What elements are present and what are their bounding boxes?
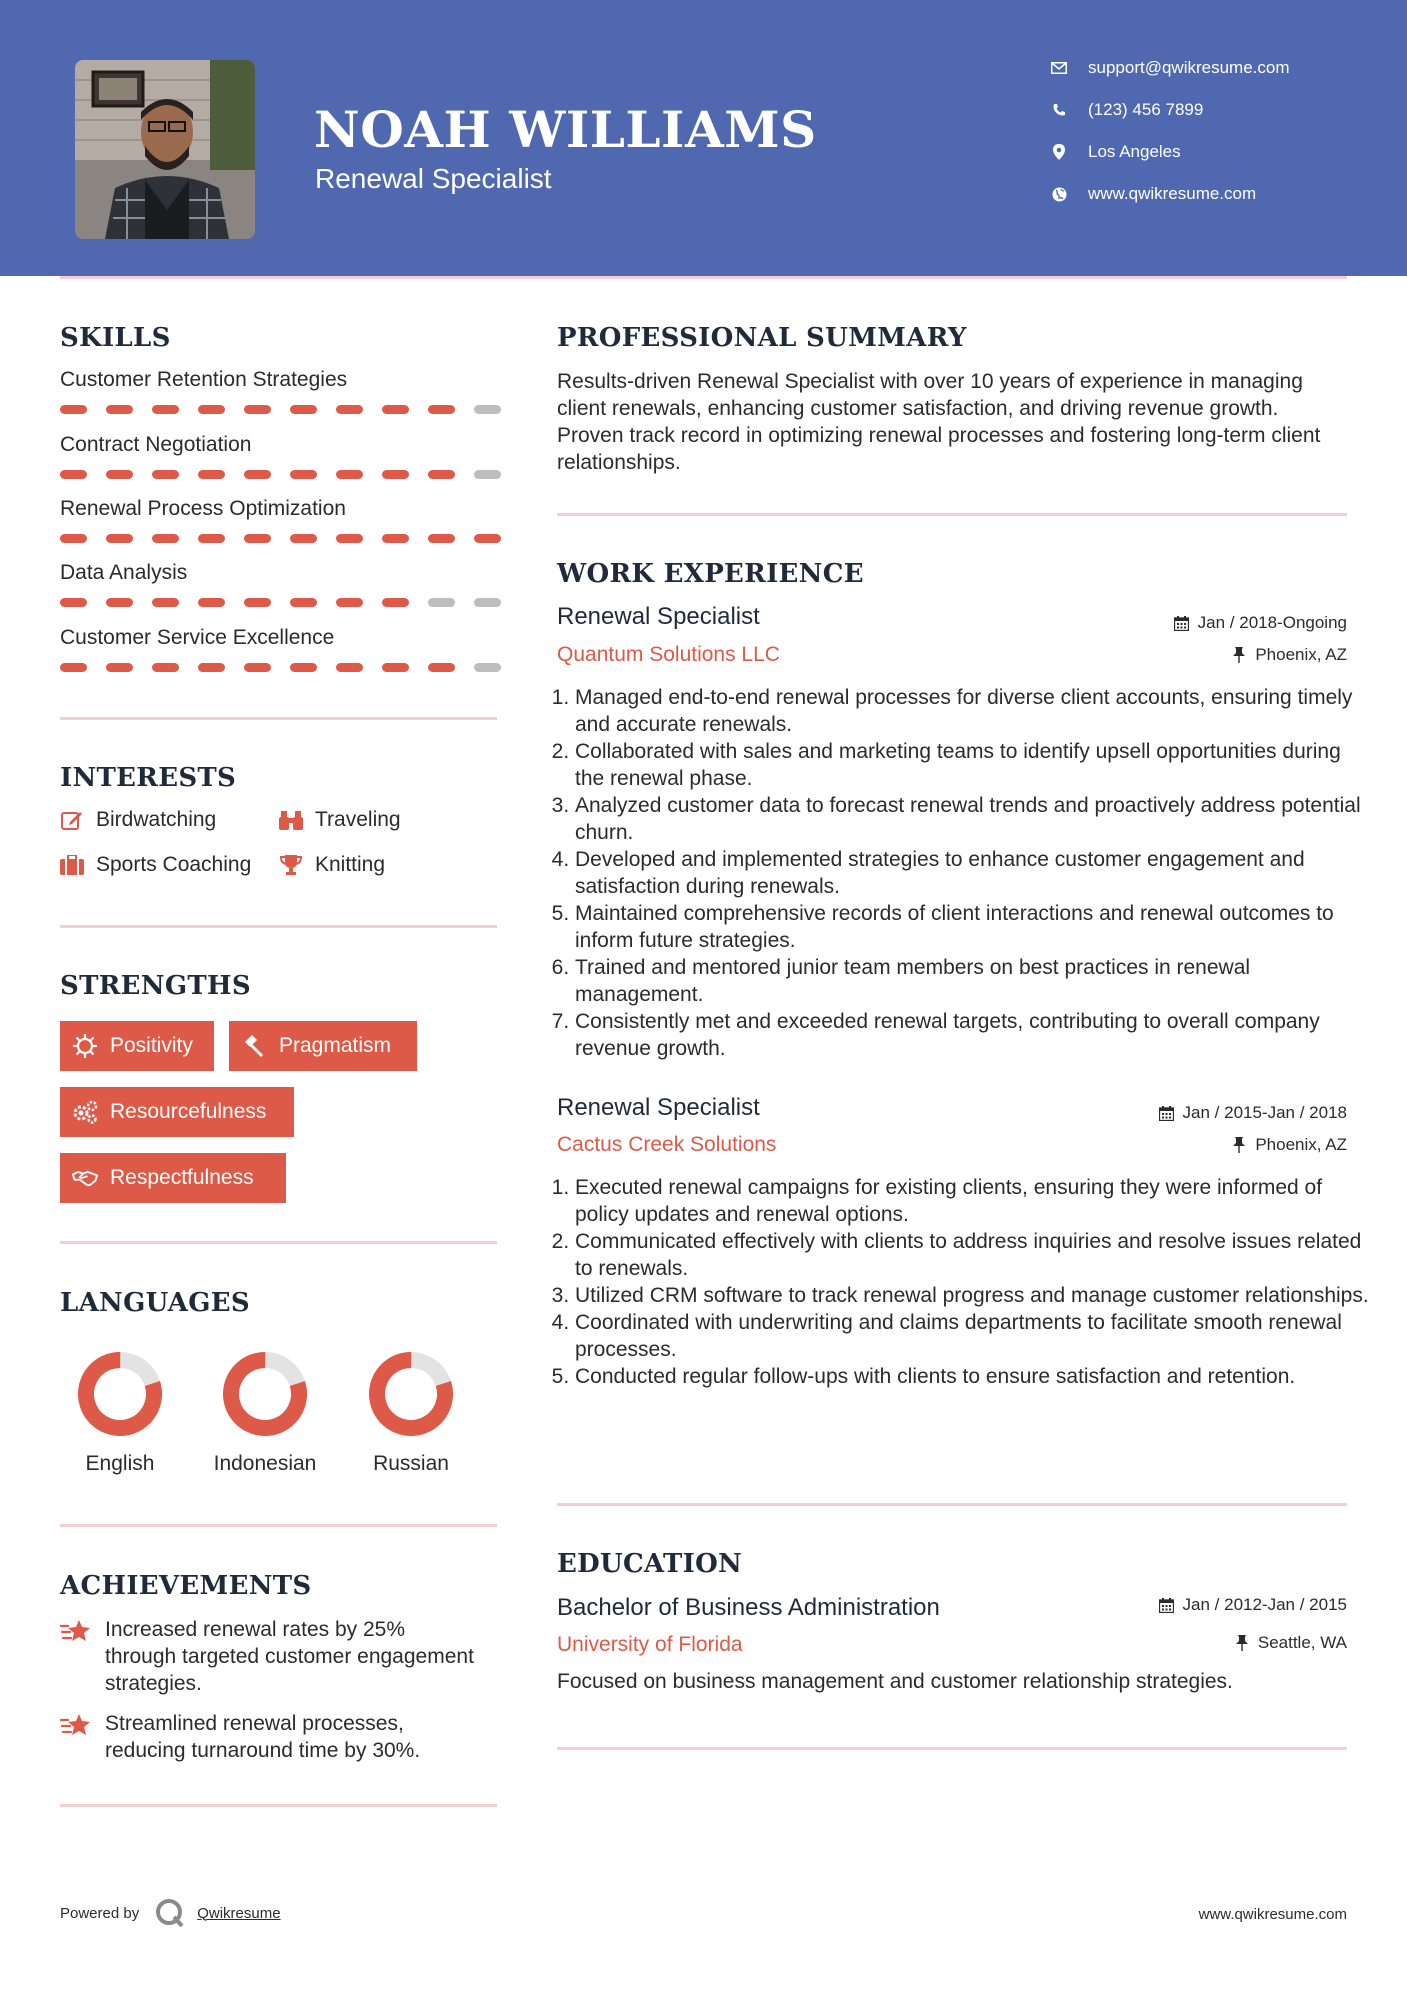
shooting-star-icon — [60, 1618, 92, 1646]
contact-location — [1050, 140, 1181, 164]
school-name: University of Florida — [557, 1633, 743, 1656]
skill-dot — [244, 470, 271, 479]
strength-badge — [60, 1087, 294, 1137]
skill-dot — [60, 405, 87, 414]
footer-website[interactable]: www.qwikresume.com — [1198, 1906, 1347, 1923]
education-heading: EDUCATION — [557, 1549, 743, 1579]
skill-dot — [474, 534, 501, 543]
candidate-name: NOAH WILLIAMS — [314, 100, 817, 159]
shooting-star-icon — [60, 1712, 92, 1740]
job-bullets — [557, 684, 1370, 1062]
language-donut — [221, 1350, 309, 1438]
education-description: Focused on business management and customer relationship strategies. — [557, 1670, 1233, 1693]
strength-label: Pragmatism — [279, 1034, 392, 1057]
header-divider — [60, 276, 1347, 279]
contact-phone-text: (123) 456 7899 — [1088, 100, 1204, 119]
skill-dot — [428, 405, 455, 414]
envelope-icon — [1050, 59, 1068, 77]
skill-dot — [474, 470, 501, 479]
skill-dot — [152, 598, 179, 607]
interests-heading: INTERESTS — [60, 763, 237, 793]
skill-dot — [244, 534, 271, 543]
skill-name: Customer Service Excellence — [60, 626, 335, 649]
skill-dot — [244, 663, 271, 672]
pushpin-icon — [1234, 1635, 1250, 1651]
qwikresume-link[interactable]: Qwikresume — [197, 1904, 281, 1922]
skill-dot — [382, 405, 409, 414]
skill-dot — [336, 598, 363, 607]
skill-dot — [198, 663, 225, 672]
skill-dot — [336, 405, 363, 414]
strengths-divider — [60, 1241, 497, 1244]
strength-label: Respectfulness — [110, 1166, 254, 1189]
language-label: English — [85, 1452, 155, 1475]
education-location-text: Seattle, WA — [1257, 1633, 1347, 1652]
interest-item — [279, 853, 385, 877]
achievements-heading: ACHIEVEMENTS — [60, 1571, 312, 1601]
skill-rating — [60, 405, 520, 414]
interest-item — [279, 808, 401, 832]
skill-dot — [290, 470, 317, 479]
briefcase-icon — [60, 853, 84, 877]
job-bullet: 2. Communicated effectively with clients to address inquiries and resolve issues related to renewals. — [575, 1228, 1370, 1282]
language-item — [60, 1350, 180, 1476]
calendar-icon — [1159, 1105, 1175, 1121]
company-name: Quantum Solutions LLC — [557, 643, 780, 666]
hammer-icon — [241, 1033, 267, 1059]
interest-item — [60, 808, 216, 832]
job-bullet: 5. Maintained comprehensive records of client interactions and renewal outcomes to inform future strategies. — [575, 900, 1370, 954]
degree-title: Bachelor of Business Administration — [557, 1594, 940, 1621]
skill-dot — [106, 663, 133, 672]
skill-dot — [382, 663, 409, 672]
binoculars-icon — [279, 808, 303, 832]
job-bullet: 5. Conducted regular follow-ups with clients to ensure satisfaction and retention. — [575, 1363, 1370, 1390]
candidate-title: Renewal Specialist — [315, 163, 552, 194]
skill-name: Renewal Process Optimization — [60, 497, 346, 520]
interest-label: Traveling — [315, 808, 401, 831]
language-donut-fill — [222, 1351, 308, 1437]
skill-dot — [474, 405, 501, 414]
skill-dot — [382, 534, 409, 543]
skill-dot — [198, 405, 225, 414]
skill-dot — [336, 470, 363, 479]
skill-dot — [290, 405, 317, 414]
strength-label: Positivity — [110, 1034, 193, 1057]
job-bullet: 7. Consistently met and exceeded renewal targets, contributing to overall company revenue growth. — [575, 1008, 1370, 1062]
job-bullet: 3. Utilized CRM software to track renewal progress and manage customer relationships. — [575, 1282, 1370, 1309]
interest-item — [60, 853, 251, 877]
pencil-square-icon — [60, 808, 84, 832]
skill-dot — [382, 470, 409, 479]
skill-dot — [474, 663, 501, 672]
qwikresume-logo-icon — [155, 1898, 185, 1928]
job-dates — [1174, 613, 1347, 633]
languages-heading: LANGUAGES — [60, 1288, 250, 1318]
interest-label: Sports Coaching — [96, 853, 252, 876]
language-label: Indonesian — [213, 1452, 317, 1475]
skill-dot — [106, 598, 133, 607]
education-dates — [1159, 1595, 1347, 1615]
job-dates-text: Jan / 2018-Ongoing — [1197, 613, 1347, 632]
resume-header — [0, 0, 1407, 276]
education-divider — [557, 1747, 1347, 1750]
powered-by-text: Powered by — [60, 1904, 140, 1922]
skill-dot — [198, 534, 225, 543]
strength-label: Resourcefulness — [110, 1100, 267, 1123]
language-donut — [367, 1350, 455, 1438]
contact-email-text: support@qwikresume.com — [1088, 58, 1290, 77]
achievement-item — [60, 1710, 480, 1764]
contact-location-text: Los Angeles — [1088, 142, 1181, 161]
job-title: Renewal Specialist — [557, 603, 760, 630]
job-location — [1231, 1135, 1347, 1155]
job-bullet: 1. Managed end-to-end renewal processes for diverse client accounts, ensuring timely and accurate renewals. — [575, 684, 1370, 738]
job-location-text: Phoenix, AZ — [1255, 1135, 1347, 1154]
job-title: Renewal Specialist — [557, 1094, 760, 1121]
skill-dot — [428, 598, 455, 607]
skill-dot — [244, 405, 271, 414]
strength-badge — [229, 1021, 417, 1071]
summary-text: Results-driven Renewal Specialist with over 10 years of experience in managing client renewals, enhancing customer satisfaction, and driving revenue growth. Proven track record in optimizing renewal processes and fostering long-term client relationships. — [557, 370, 1321, 474]
skills-heading: SKILLS — [60, 323, 171, 353]
skill-dot — [290, 663, 317, 672]
company-name: Cactus Creek Solutions — [557, 1133, 777, 1156]
strengths-heading: STRENGTHS — [60, 971, 251, 1001]
skill-rating — [60, 534, 520, 543]
job-bullet: 3. Analyzed customer data to forecast renewal trends and proactively address potential churn. — [575, 792, 1370, 846]
languages-divider — [60, 1524, 497, 1527]
skill-dot — [336, 663, 363, 672]
skill-dot — [152, 534, 179, 543]
phone-icon — [1050, 101, 1068, 119]
skill-dot — [474, 598, 501, 607]
profile-photo — [75, 60, 255, 239]
language-donut — [76, 1350, 164, 1438]
skill-dot — [290, 598, 317, 607]
skill-dot — [152, 405, 179, 414]
job-bullet: 4. Developed and implemented strategies to enhance customer engagement and satisfaction during renewals. — [575, 846, 1370, 900]
interests-divider — [60, 925, 497, 928]
achievements-divider — [60, 1804, 497, 1807]
achievement-item — [60, 1616, 480, 1697]
job-bullet: 6. Trained and mentored junior team members on best practices in renewal management. — [575, 954, 1370, 1008]
skill-dot — [60, 663, 87, 672]
achievement-text: Streamlined renewal processes, reducing turnaround time by 30%. — [105, 1712, 421, 1762]
job-bullet: 1. Executed renewal campaigns for existing clients, ensuring they were informed of policy updates and renewal options. — [575, 1174, 1370, 1228]
calendar-icon — [1159, 1597, 1175, 1613]
experience-heading: WORK EXPERIENCE — [557, 559, 864, 589]
skill-name: Contract Negotiation — [60, 433, 252, 456]
skill-dot — [290, 534, 317, 543]
language-item — [205, 1350, 325, 1476]
contact-email[interactable] — [1050, 56, 1290, 80]
job-location — [1231, 645, 1347, 665]
strength-badge — [60, 1021, 214, 1071]
trophy-icon — [279, 853, 303, 877]
skill-dot — [428, 470, 455, 479]
skill-dot — [106, 470, 133, 479]
language-label: Russian — [373, 1452, 449, 1475]
achievement-text: Increased renewal rates by 25% through targeted customer engagement strategies. — [105, 1618, 474, 1695]
skill-dot — [336, 534, 363, 543]
skill-dot — [106, 534, 133, 543]
skill-dot — [428, 534, 455, 543]
interest-label: Birdwatching — [96, 808, 217, 831]
skill-dot — [198, 598, 225, 607]
job-dates-text: Jan / 2015-Jan / 2018 — [1182, 1103, 1347, 1122]
experience-divider — [557, 1503, 1347, 1506]
skill-dot — [60, 534, 87, 543]
summary-divider — [557, 513, 1347, 516]
job-location-text: Phoenix, AZ — [1255, 645, 1347, 664]
skill-dot — [60, 598, 87, 607]
globe-icon — [1050, 185, 1068, 203]
language-donut-fill — [368, 1351, 454, 1437]
skill-dot — [198, 470, 225, 479]
skill-dot — [428, 663, 455, 672]
skill-dot — [106, 405, 133, 414]
map-marker-icon — [1050, 143, 1068, 161]
skill-name: Customer Retention Strategies — [60, 368, 348, 391]
job-bullet: 2. Collaborated with sales and marketing teams to identify upsell opportunities during the renewal phase. — [575, 738, 1370, 792]
education-location — [1234, 1633, 1347, 1653]
skill-dot — [152, 470, 179, 479]
skill-dot — [244, 598, 271, 607]
language-donut-fill — [77, 1351, 163, 1437]
contact-website-text: www.qwikresume.com — [1088, 184, 1257, 203]
skill-rating — [60, 663, 520, 672]
footer-powered-by — [60, 1898, 281, 1928]
summary-heading: PROFESSIONAL SUMMARY — [557, 323, 967, 353]
pushpin-icon — [1231, 1137, 1247, 1153]
skill-dot — [382, 598, 409, 607]
job-bullets — [557, 1174, 1370, 1390]
skill-dot — [60, 470, 87, 479]
contact-website[interactable] — [1050, 182, 1256, 206]
skill-dot — [152, 663, 179, 672]
education-dates-text: Jan / 2012-Jan / 2015 — [1182, 1595, 1347, 1614]
skill-rating — [60, 598, 520, 607]
strength-badge — [60, 1153, 286, 1203]
job-bullet: 4. Coordinated with underwriting and claims departments to facilitate smooth renewal processes. — [575, 1309, 1370, 1363]
interest-label: Knitting — [315, 853, 386, 876]
language-item — [351, 1350, 471, 1476]
skill-name: Data Analysis — [60, 561, 188, 584]
handshake-icon — [72, 1165, 98, 1191]
pushpin-icon — [1231, 647, 1247, 663]
skill-rating — [60, 470, 520, 479]
gears-icon — [72, 1099, 98, 1125]
skills-divider — [60, 717, 497, 720]
contact-phone[interactable] — [1050, 98, 1203, 122]
job-dates — [1159, 1103, 1347, 1123]
sun-icon — [72, 1033, 98, 1059]
calendar-icon — [1174, 615, 1190, 631]
